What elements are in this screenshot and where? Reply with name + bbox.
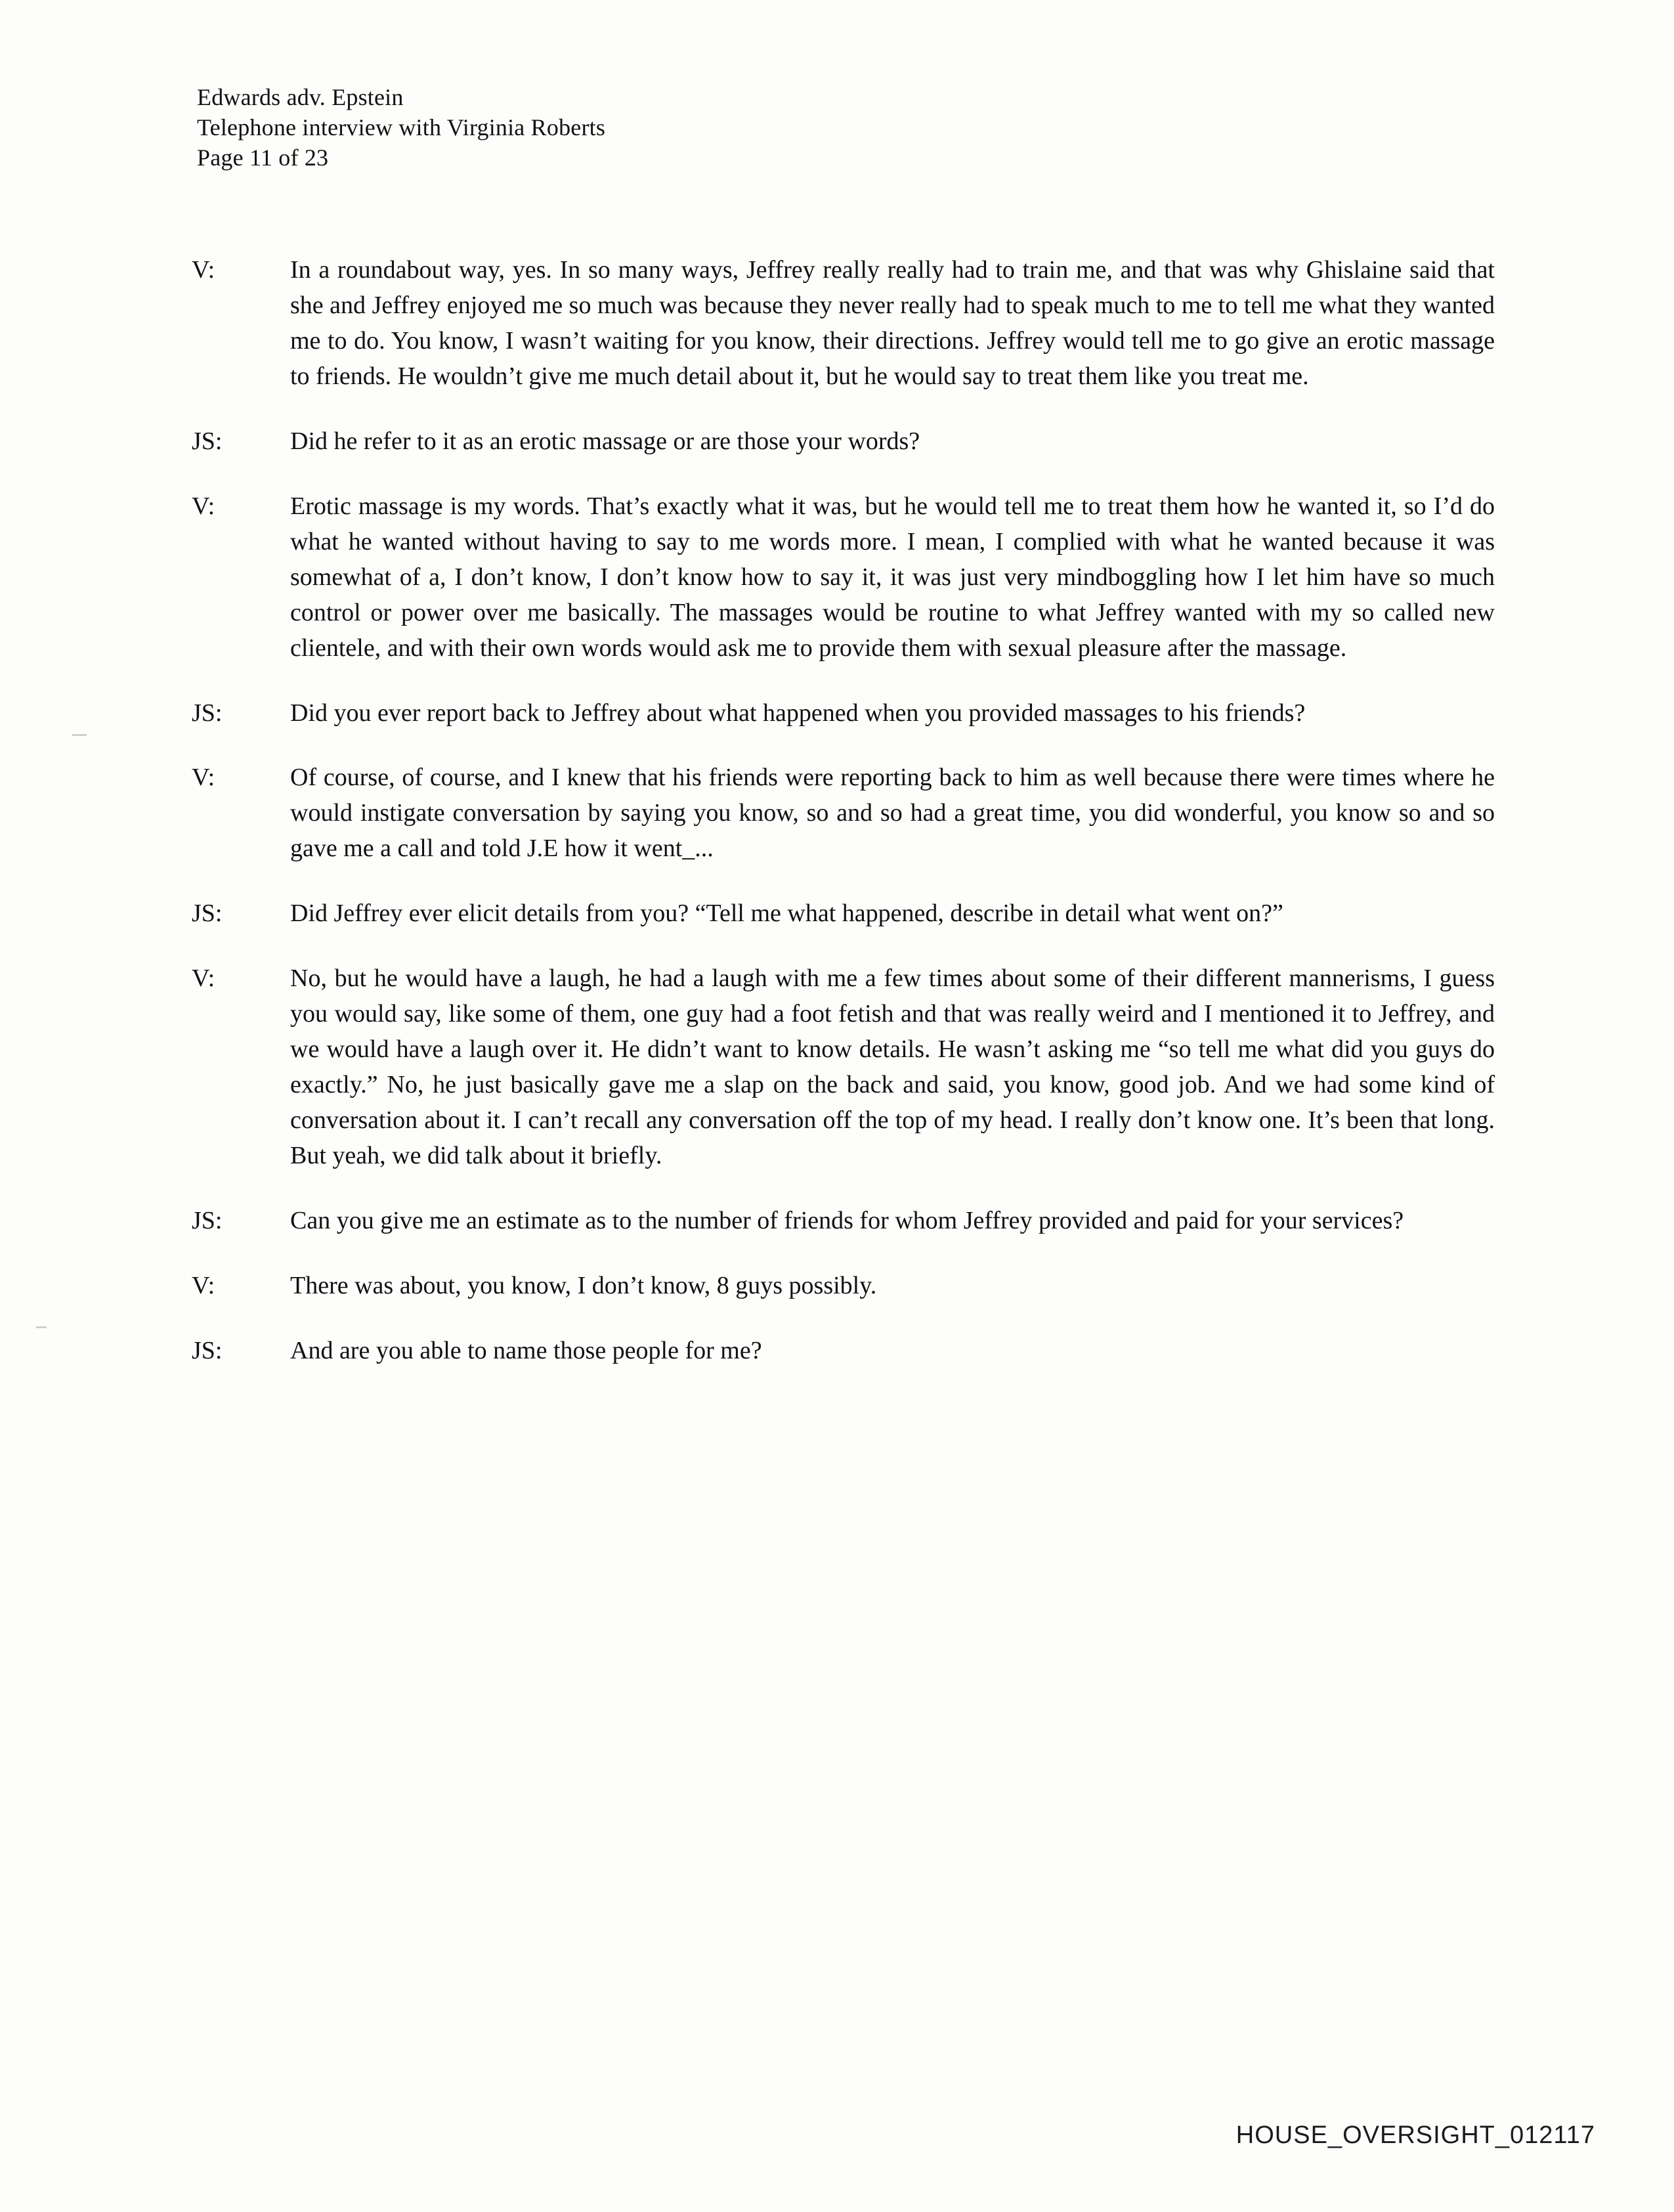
speaker-label: V: bbox=[192, 965, 215, 993]
transcript-entry bbox=[192, 1204, 1495, 1239]
transcript-entry bbox=[192, 489, 1495, 666]
header-case-caption: Edwards adv. Epstein bbox=[197, 84, 404, 110]
speaker-label: JS: bbox=[192, 1207, 223, 1235]
speaker-label: JS: bbox=[192, 427, 223, 455]
transcript-entry bbox=[192, 760, 1495, 867]
transcript-body bbox=[192, 253, 1495, 1399]
bates-stamp: HOUSE_OVERSIGHT_012117 bbox=[1235, 2121, 1595, 2149]
speaker-text: In a roundabout way, yes. In so many ways, Jeffrey really really had to train me, and that was why Ghislaine said that she and Jeffrey enjoyed me so much was because they never really had to speak much to me to tell me what they wanted me to do. You know, I wasn’t waiting for you know, their directions. Jeffrey would tell me to go give an erotic massage to friends. He wouldn’t give me much detail about it, but he would say to treat them like you treat me. bbox=[290, 256, 1495, 390]
speaker-label: JS: bbox=[192, 900, 223, 928]
transcript-entry bbox=[192, 896, 1495, 932]
speaker-text: Of course, of course, and I knew that his friends were reporting back to him as well because there were times where he would instigate conversation by saying you know, so and so had a great time, you did wonderful, you know so and so gave me a call and told J.E how it went_... bbox=[290, 764, 1495, 863]
transcript-entry bbox=[192, 424, 1495, 460]
speaker-text: Did Jeffrey ever elicit details from you? “Tell me what happened, describe in detail what went on?” bbox=[290, 900, 1283, 928]
header-document-title: Telephone interview with Virginia Roberts bbox=[197, 114, 606, 141]
transcript-entry bbox=[192, 696, 1495, 731]
speaker-text: Did you ever report back to Jeffrey about what happened when you provided massages to his friends? bbox=[290, 699, 1306, 727]
scan-artifact bbox=[72, 734, 87, 736]
scan-artifact bbox=[36, 1326, 47, 1328]
speaker-text: Erotic massage is my words. That’s exactly what it was, but he would tell me to treat them how he wanted it, so I’d do what he wanted without having to say to me words more. I mean, I complied with what he wanted because it was somewhat of a, I don’t know, I don’t know how to say it, it was just very mindboggling how I let him have so much control or power over me basically. The massages would be routine to what Jeffrey wanted with my so called new clientele, and with their own words would ask me to provide them with sexual pleasure after the massage. bbox=[290, 492, 1495, 662]
transcript-entry bbox=[192, 1334, 1495, 1369]
speaker-label: JS: bbox=[192, 1336, 223, 1364]
speaker-text: There was about, you know, I don’t know, 8 guys possibly. bbox=[290, 1271, 877, 1299]
speaker-text: And are you able to name those people for me? bbox=[290, 1336, 762, 1364]
speaker-text: Did he refer to it as an erotic massage or are those your words? bbox=[290, 427, 920, 455]
speaker-text: No, but he would have a laugh, he had a laugh with me a few times about some of their different mannerisms, I guess you would say, like some of them, one guy had a foot fetish and that was really weird and I mentioned it to Jeffrey, and we would have a laugh over it. He didn’t want to know details. He wasn’t asking me “so tell me what did you guys do exactly.” No, he just basically gave me a slap on the back and said, you know, good job. And we had some kind of conversation about it. I can’t recall any conversation off the top of my head. I really don’t know one. It’s been that long. But yeah, we did talk about it briefly. bbox=[290, 965, 1495, 1170]
transcript-entry bbox=[192, 961, 1495, 1174]
speaker-label: V: bbox=[192, 1271, 215, 1299]
header-page-number: Page 11 of 23 bbox=[197, 144, 329, 171]
speaker-label: JS: bbox=[192, 699, 223, 727]
document-header bbox=[197, 82, 605, 173]
speaker-text: Can you give me an estimate as to the number of friends for whom Jeffrey provided and paid for your services? bbox=[290, 1207, 1404, 1235]
speaker-label: V: bbox=[192, 492, 215, 520]
transcript-entry bbox=[192, 253, 1495, 395]
transcript-entry bbox=[192, 1269, 1495, 1304]
speaker-label: V: bbox=[192, 764, 215, 792]
speaker-label: V: bbox=[192, 256, 215, 284]
